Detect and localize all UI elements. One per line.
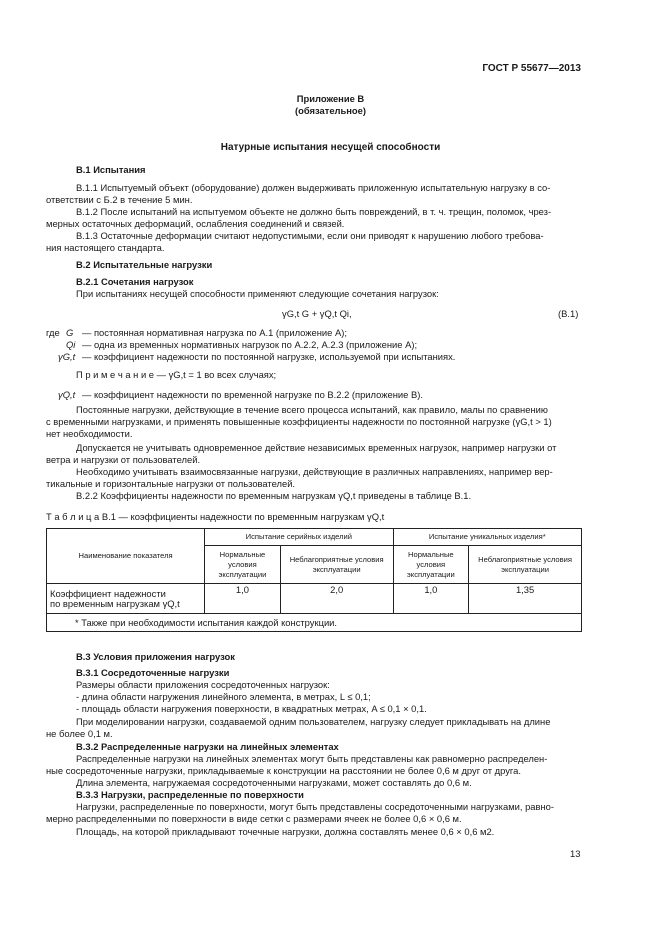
- def1-text: — постоянная нормативная нагрузка по А.1 (приложение А);: [82, 327, 347, 338]
- b1-p1a: В.1.1 Испытуемый объект (оборудование) должен выдерживать приложенную испытательную нагрузку в со-: [76, 182, 551, 193]
- annex-title: Приложение В: [296, 93, 365, 104]
- value-g1-adverse: 2,0: [280, 584, 393, 614]
- table-caption: Т а б л и ц а В.1 — коэффициенты надежности по временным нагрузкам γQ,t: [46, 511, 385, 522]
- b32-p-a: Распределенные нагрузки на линейных элементах могут быть представлены как равномерно распределен-: [76, 753, 548, 764]
- formula-number: (В.1): [558, 308, 579, 319]
- section-b1-title: В.1 Испытания: [76, 164, 146, 175]
- def4-text: — коэффициент надежности по временной нагрузке по В.2.2 (приложение В).: [82, 389, 423, 400]
- b31-item2: - площадь области нагружения поверхности, в квадратных метрах, A ≤ 0,1 × 0,1.: [76, 703, 427, 714]
- b31-item1: - длина области нагружения линейного элемента, в метрах, L ≤ 0,1;: [76, 691, 371, 702]
- b33-p-c: Площадь, на которой прикладывают точечные нагрузки, должна составлять менее 0,6 × 0,6 м2.: [76, 826, 495, 837]
- b33-p-b: мерно распределенными по поверхности в виде сетки с размерами ячеек не более 0,6 × 0,6 м.: [46, 813, 462, 824]
- formula-b1: γG,t G + γQ,t Qi,: [282, 308, 352, 319]
- b21-title: В.2.1 Сочетания нагрузок: [76, 276, 194, 287]
- b1-p2b: мерных остаточных деформаций, ослабления соединений и связей.: [46, 218, 345, 229]
- b1-p3a: В.1.3 Остаточные деформации считают недопустимыми, если они приводят к нарушению любого требова-: [76, 230, 544, 241]
- annex-heading: Натурные испытания несущей способности: [220, 142, 441, 153]
- def3-text: — коэффициент надежности по постоянной нагрузке, используемой при испытаниях.: [82, 351, 456, 362]
- standard-code: ГОСТ Р 55677—2013: [482, 63, 581, 74]
- def3-symbol: γG,t: [58, 351, 76, 362]
- where-label: где: [46, 327, 60, 338]
- b1-p2a: В.1.2 После испытаний на испытуемом объекте не должно быть повреждений, в т. ч. трещин, поломок, чрез-: [76, 206, 552, 217]
- g2-normal-header: Нормальные условия эксплуатации: [393, 546, 469, 584]
- value-g2-adverse: 1,35: [469, 584, 582, 614]
- g2-adverse-header: Неблагоприятные условия эксплуатации: [469, 546, 582, 584]
- b31-p-a: При моделировании нагрузки, создаваемой одним пользователем, нагрузку следует прикладывать на длине: [76, 716, 551, 727]
- g1-adverse-header: Неблагоприятные условия эксплуатации: [280, 546, 393, 584]
- def2-symbol: Qi: [66, 339, 76, 350]
- g1-normal-header: Нормальные условия эксплуатации: [205, 546, 281, 584]
- note-text: П р и м е ч а н и е — γG,t = 1 во всех случаях;: [76, 369, 277, 380]
- row-label-a: Коэффициент надежности: [50, 587, 166, 599]
- row-label-b: по временным нагрузкам γQ,t: [50, 597, 180, 609]
- section-b2-title: В.2 Испытательные нагрузки: [76, 259, 213, 270]
- need-p-b: тикальные и горизонтальные нагрузки от пользователей.: [46, 478, 296, 489]
- b21-intro: При испытаниях несущей способности применяют следующие сочетания нагрузок:: [76, 288, 439, 299]
- table-footnote: * Также при необходимости испытания каждой конструкции.: [47, 614, 582, 632]
- allow-p-a: Допускается не учитывать одновременное действие независимых временных нагрузок, например нагрузки от: [76, 442, 557, 453]
- group2-header: Испытание уникальных изделия*: [393, 529, 581, 546]
- section-b3-title: В.3 Условия приложения нагрузок: [76, 651, 235, 662]
- page-number: 13: [570, 848, 581, 859]
- b31-title: В.3.1 Сосредоточенные нагрузки: [76, 667, 230, 678]
- b1-p3b: ния настоящего стандарта.: [46, 242, 165, 253]
- col-name-header: Наименование показателя: [47, 529, 205, 584]
- const-p-b: с временными нагрузками, и применять повышенные коэффициенты надежности по постоянной нагрузке (γG,t > 1): [46, 416, 552, 427]
- b1-p1b: ответствии с Б.2 в течение 5 мин.: [46, 194, 193, 205]
- b32-p-b: ные сосредоточенные нагрузки, прикладываемые к конструкции на расстоянии не более 0,6 м друг от друга.: [46, 765, 521, 776]
- coefficients-table: [46, 528, 582, 632]
- const-p-c: нет необходимости.: [46, 428, 133, 439]
- allow-p-b: ветра и нагрузки от пользователей.: [46, 454, 201, 465]
- b22-text: В.2.2 Коэффициенты надежности по временным нагрузкам γQ,t приведены в таблице В.1.: [76, 490, 472, 501]
- def2-text: — одна из временных нормативных нагрузок по А.2.2, А.2.3 (приложение А);: [82, 339, 418, 350]
- b33-title: В.3.3 Нагрузки, распределенные по поверхности: [76, 789, 304, 800]
- b32-title: В.3.2 Распределенные нагрузки на линейных элементах: [76, 741, 339, 752]
- def4-symbol: γQ,t: [58, 389, 76, 400]
- b31-intro: Размеры области приложения сосредоточенных нагрузок:: [76, 679, 330, 690]
- def1-symbol: G: [66, 327, 74, 338]
- b32-p-c: Длина элемента, нагружаемая сосредоточенными нагрузками, может составлять до 0,6 м.: [76, 777, 472, 788]
- const-p-a: Постоянные нагрузки, действующие в течение всего процесса испытаний, как правило, малы по сравнению: [76, 404, 548, 415]
- value-g2-normal: 1,0: [393, 584, 469, 614]
- b31-p-b: не более 0,1 м.: [46, 728, 113, 739]
- need-p-a: Необходимо учитывать взаимосвязанные нагрузки, действующие в различных направлениях, например вер-: [76, 466, 553, 477]
- annex-status: (обязательное): [295, 105, 366, 116]
- group1-header: Испытание серийных изделий: [205, 529, 393, 546]
- value-g1-normal: 1,0: [205, 584, 281, 614]
- b33-p-a: Нагрузки, распределенные по поверхности, могут быть представлены сосредоточенными нагрузками, равно-: [76, 801, 555, 812]
- row-label: [47, 584, 205, 614]
